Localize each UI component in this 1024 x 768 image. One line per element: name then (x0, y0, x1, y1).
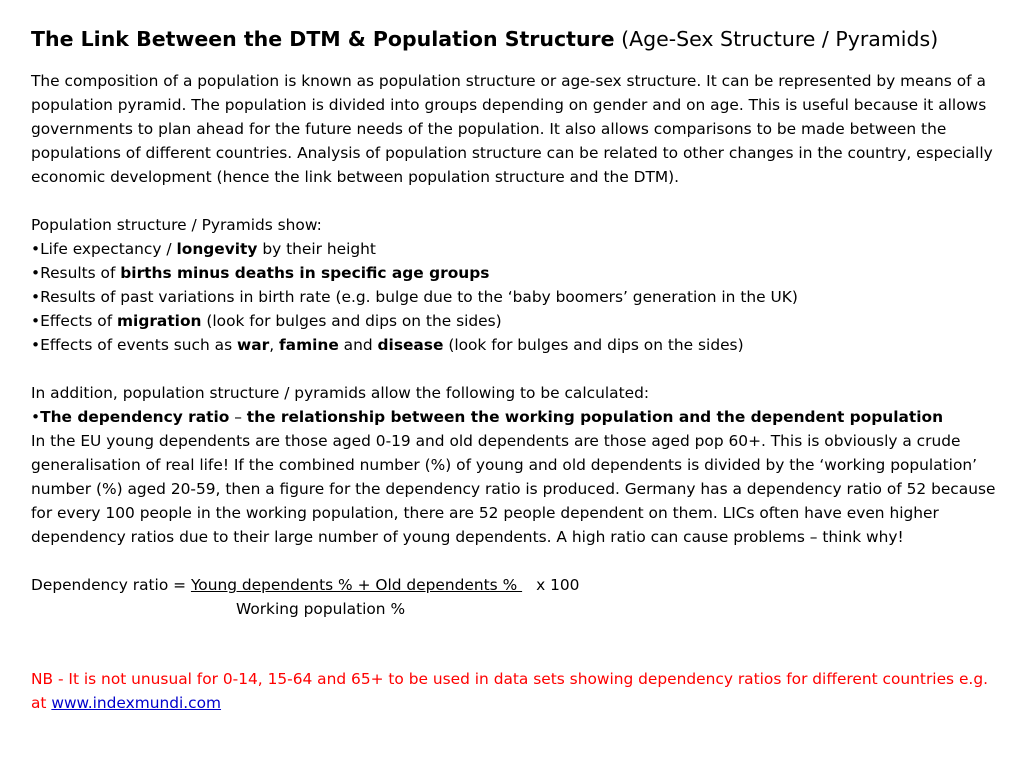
formula-numerator-line (31, 573, 996, 597)
bullet-longevity (31, 237, 996, 261)
bullet-bold: disease (377, 336, 444, 354)
bullet-text: – (229, 408, 247, 426)
bullet-text: (look for bulges and dips on the sides) (201, 312, 502, 330)
indexmundi-link[interactable]: www.indexmundi.com (51, 694, 222, 712)
title-bold: The Link Between the DTM & Population Structure (31, 27, 615, 51)
formula-label: Dependency ratio = (31, 576, 191, 594)
bullet-text: , (269, 336, 279, 354)
intro-paragraph: The composition of a population is known as population structure or age-sex structure. It can be represented by means of a population pyramid. The population is divided into groups depending on gender and on age. This is useful because it allows governments to plan ahead for the future needs of the population. It also allows comparisons to be made between the populations of different countries. Analysis of population structure can be related to other changes in the country, especially economic development (hence the link between population structure and the DTM). (31, 72, 993, 186)
bullet-bold: war (236, 336, 270, 354)
bullet-text: •Effects of events such as (31, 336, 237, 354)
bullet-bold: longevity (176, 240, 258, 258)
bullet-events (31, 333, 996, 357)
bullet-text: and (338, 336, 378, 354)
spacer (31, 189, 996, 213)
spacer (31, 357, 996, 381)
calc-heading: In addition, population structure / pyramids allow the following to be calculated: (31, 384, 650, 402)
bullet-text: • (31, 408, 41, 426)
bullet-text: •Results of (31, 264, 121, 282)
formula-numerator: Young dependents % + Old dependents % (190, 576, 523, 594)
bullet-bold: births minus deaths in specific age groups (120, 264, 490, 282)
bullet-text: (look for bulges and dips on the sides) (443, 336, 744, 354)
bullet-text: by their height (257, 240, 376, 258)
bullet-text: •Effects of (31, 312, 118, 330)
bullet-text: •Life expectancy / (31, 240, 177, 258)
bullet-bold: famine (278, 336, 339, 354)
dependency-paragraph: In the EU young dependents are those aged 0-19 and old dependents are those aged pop 60+. This is obviously a crude generalisation of real life! If the combined number (%) of young and old dependents is divided by the ‘working population’ number (%) aged 20-59, then a figure for the dependency ratio is produced. Germany has a dependency ratio of 52 because for every 100 people in the working population, there are 52 people dependent on them. LICs often have even higher dependency ratios due to their large number of young dependents. A high ratio can cause problems – think why! (31, 432, 996, 546)
bullet-birth-rate: •Results of past variations in birth rate (e.g. bulge due to the ‘baby boomers’ generation in the UK) (31, 288, 798, 306)
nb-note (31, 667, 996, 715)
slide-title (31, 24, 996, 54)
bullet-births-deaths (31, 261, 996, 285)
nb-text: NB - It is not unusual for 0-14, 15-64 and 65+ to be used in data sets showing dependency ratios for different countries e.g. at (31, 670, 988, 712)
slide-content (31, 24, 996, 715)
slide-body (31, 69, 996, 715)
bullet-bold: The dependency ratio (40, 408, 230, 426)
show-heading: Population structure / Pyramids show: (31, 216, 322, 234)
title-subtitle: (Age-Sex Structure / Pyramids) (614, 27, 939, 51)
formula-multiplier: x 100 (536, 576, 580, 594)
bullet-bold: the relationship between the working population and the dependent population (246, 408, 944, 426)
bullet-migration (31, 309, 996, 333)
formula-denominator: Working population % (236, 600, 406, 618)
bullet-dependency-ratio (31, 405, 996, 429)
bullet-bold: migration (117, 312, 202, 330)
spacer (31, 549, 996, 573)
